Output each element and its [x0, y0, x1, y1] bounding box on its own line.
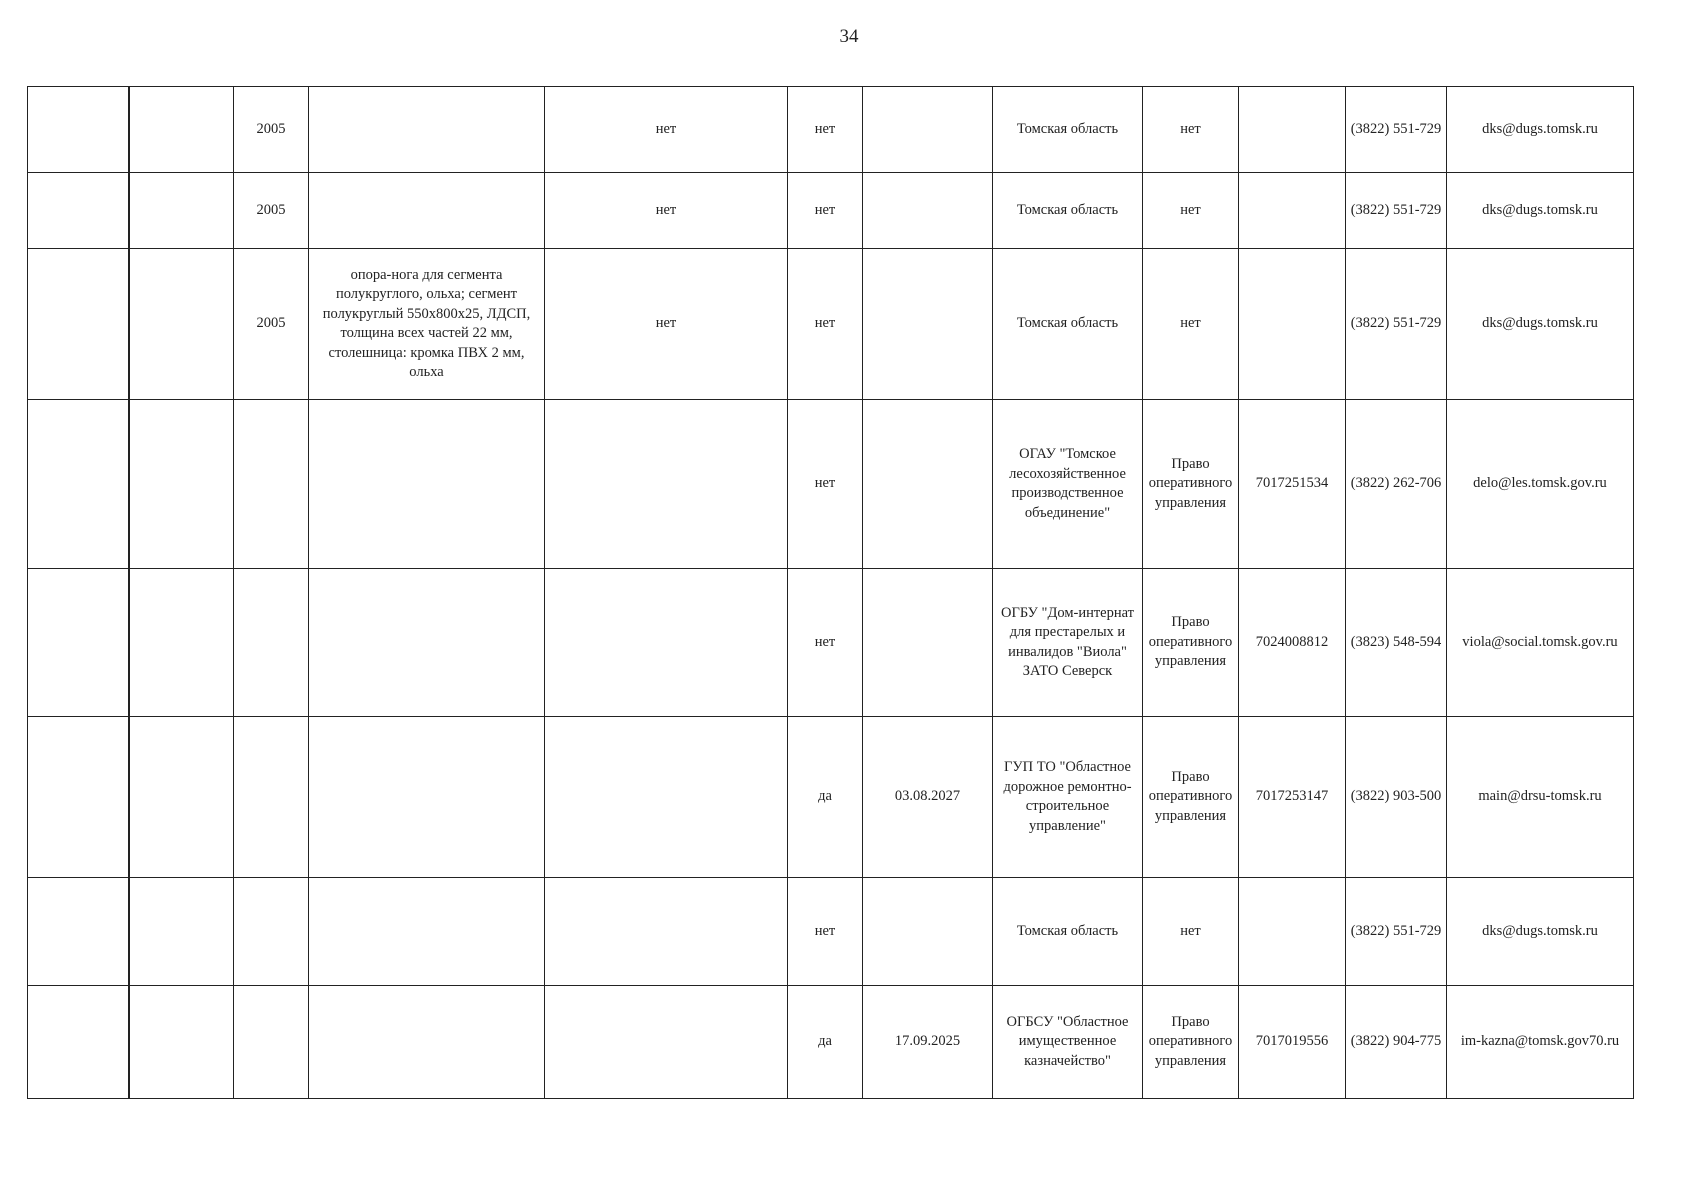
- table-cell: [309, 173, 545, 249]
- registry-table: [27, 86, 1634, 1099]
- table-cell: 17.09.2025: [863, 986, 993, 1099]
- table-cell: нет: [545, 87, 788, 173]
- table-cell: [863, 569, 993, 717]
- table-cell: [309, 569, 545, 717]
- table-cell: да: [788, 717, 863, 878]
- table-body: [28, 87, 1634, 1099]
- table-cell: dks@dugs.tomsk.ru: [1447, 249, 1634, 400]
- table-cell: 7017251534: [1239, 400, 1346, 569]
- table-cell: нет: [788, 173, 863, 249]
- table-cell: [863, 87, 993, 173]
- table-cell: ОГБУ "Дом-интернат для престарелых и инвалидов "Виола" ЗАТО Северск: [993, 569, 1143, 717]
- table-cell: [309, 986, 545, 1099]
- table-cell: [309, 87, 545, 173]
- table-cell: (3822) 551-729: [1346, 87, 1447, 173]
- table-cell: Право оперативного управления: [1143, 400, 1239, 569]
- table-cell: [129, 569, 234, 717]
- table-cell: да: [788, 986, 863, 1099]
- table-cell: нет: [545, 173, 788, 249]
- table-cell: [863, 249, 993, 400]
- table-cell: [545, 717, 788, 878]
- table-cell: [309, 878, 545, 986]
- table-cell: [129, 717, 234, 878]
- table-cell: Право оперативного управления: [1143, 717, 1239, 878]
- table-cell: нет: [788, 569, 863, 717]
- table-cell: [129, 87, 234, 173]
- table-cell: 2005: [234, 87, 309, 173]
- table-row: [28, 986, 1634, 1099]
- table-row: [28, 173, 1634, 249]
- table-cell: [309, 717, 545, 878]
- table-cell: [28, 400, 129, 569]
- table-cell: [234, 569, 309, 717]
- table-cell: Право оперативного управления: [1143, 569, 1239, 717]
- table-cell: [545, 878, 788, 986]
- table-cell: [28, 986, 129, 1099]
- table-cell: 03.08.2027: [863, 717, 993, 878]
- table-cell: (3822) 903-500: [1346, 717, 1447, 878]
- table-cell: [863, 400, 993, 569]
- table-cell: нет: [788, 87, 863, 173]
- table-cell: [234, 986, 309, 1099]
- table-cell: (3822) 551-729: [1346, 249, 1447, 400]
- table-cell: [1239, 249, 1346, 400]
- table-cell: [863, 173, 993, 249]
- table-cell: (3822) 904-775: [1346, 986, 1447, 1099]
- table-cell: нет: [545, 249, 788, 400]
- table-cell: [28, 569, 129, 717]
- table-cell: [129, 173, 234, 249]
- table-cell: [129, 400, 234, 569]
- table-row: [28, 717, 1634, 878]
- table-cell: [28, 249, 129, 400]
- table-cell: [863, 878, 993, 986]
- table-cell: 7024008812: [1239, 569, 1346, 717]
- table-cell: dks@dugs.tomsk.ru: [1447, 87, 1634, 173]
- table-cell: (3822) 551-729: [1346, 173, 1447, 249]
- table-cell: [1239, 173, 1346, 249]
- table-cell: dks@dugs.tomsk.ru: [1447, 173, 1634, 249]
- table-cell: 2005: [234, 173, 309, 249]
- table-cell: нет: [1143, 878, 1239, 986]
- table-cell: [1239, 878, 1346, 986]
- table-row: [28, 87, 1634, 173]
- table-cell: Томская область: [993, 173, 1143, 249]
- table-cell: 2005: [234, 249, 309, 400]
- table-cell: [545, 986, 788, 1099]
- table-row: [28, 400, 1634, 569]
- table-cell: Томская область: [993, 878, 1143, 986]
- table-cell: (3822) 551-729: [1346, 878, 1447, 986]
- table-cell: [309, 400, 545, 569]
- table-cell: 7017019556: [1239, 986, 1346, 1099]
- table-cell: (3822) 262-706: [1346, 400, 1447, 569]
- table-cell: [28, 173, 129, 249]
- table-cell: viola@social.tomsk.gov.ru: [1447, 569, 1634, 717]
- table-cell: нет: [788, 249, 863, 400]
- table-cell: 7017253147: [1239, 717, 1346, 878]
- table-cell: нет: [788, 878, 863, 986]
- table-cell: опора-нога для сегмента полукруглого, ольха; сегмент полукруглый 550х800х25, ЛДСП, толщина всех частей 22 мм, столешница: кромка ПВХ 2 мм, ольха: [309, 249, 545, 400]
- table-cell: [234, 878, 309, 986]
- table-cell: [28, 87, 129, 173]
- table-cell: [129, 878, 234, 986]
- table-cell: нет: [1143, 249, 1239, 400]
- table-cell: [28, 717, 129, 878]
- table-cell: main@drsu-tomsk.ru: [1447, 717, 1634, 878]
- table-cell: [545, 569, 788, 717]
- table-cell: нет: [1143, 173, 1239, 249]
- table-cell: [28, 878, 129, 986]
- table-cell: Томская область: [993, 87, 1143, 173]
- table-cell: [545, 400, 788, 569]
- table-row: [28, 569, 1634, 717]
- table-cell: нет: [788, 400, 863, 569]
- table-cell: нет: [1143, 87, 1239, 173]
- page-number: 34: [839, 26, 859, 47]
- table-cell: [129, 249, 234, 400]
- table-cell: delo@les.tomsk.gov.ru: [1447, 400, 1634, 569]
- table-cell: [1239, 87, 1346, 173]
- table-cell: Право оперативного управления: [1143, 986, 1239, 1099]
- table-cell: [129, 986, 234, 1099]
- table-cell: [234, 400, 309, 569]
- table-cell: ГУП ТО "Областное дорожное ремонтно-строительное управление": [993, 717, 1143, 878]
- table-cell: [234, 717, 309, 878]
- table-cell: ОГАУ "Томское лесохозяйственное производственное объединение": [993, 400, 1143, 569]
- table-cell: dks@dugs.tomsk.ru: [1447, 878, 1634, 986]
- table-cell: ОГБСУ "Областное имущественное казначейство": [993, 986, 1143, 1099]
- table-row: [28, 878, 1634, 986]
- table-cell: Томская область: [993, 249, 1143, 400]
- table-cell: (3823) 548-594: [1346, 569, 1447, 717]
- table-cell: im-kazna@tomsk.gov70.ru: [1447, 986, 1634, 1099]
- table-row: [28, 249, 1634, 400]
